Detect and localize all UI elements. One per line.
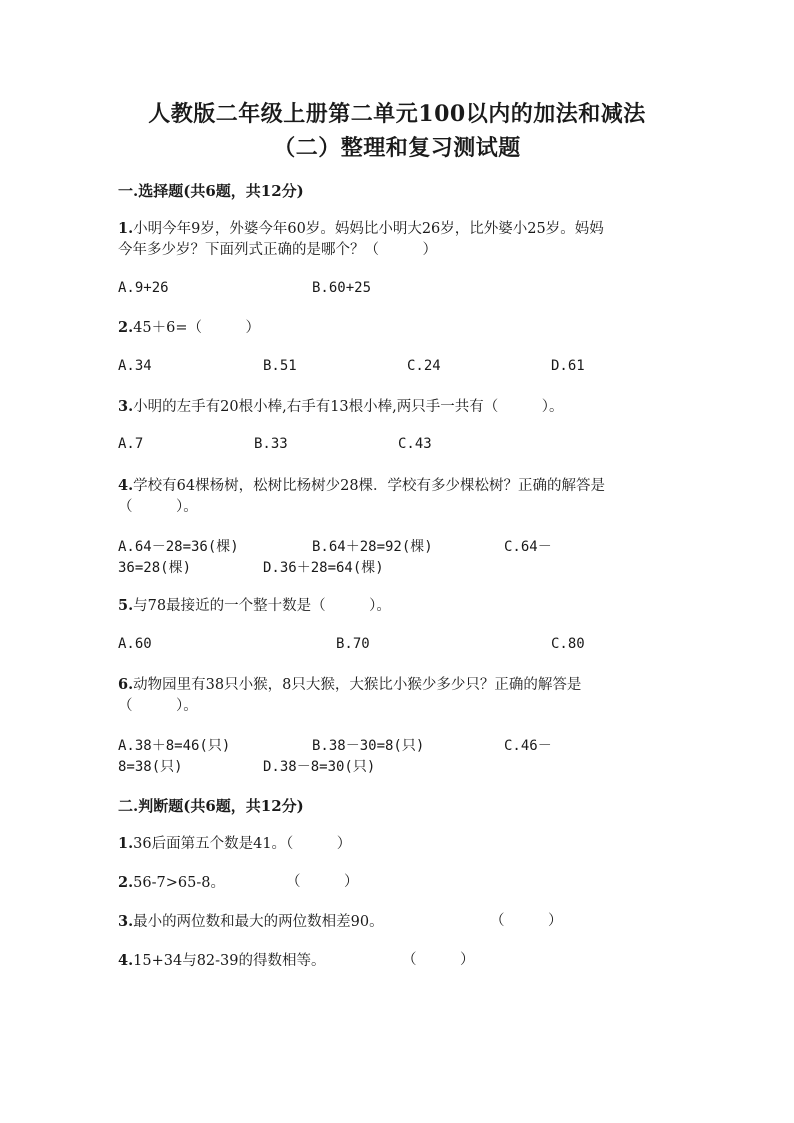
option-b[interactable]: B.51 bbox=[263, 358, 297, 374]
question-text: 学校有64棵杨树，松树比杨树少28棵．学校有多少棵松树？正确的解答是 bbox=[133, 478, 606, 494]
option-b[interactable]: B.64＋28=92(棵) bbox=[312, 539, 433, 555]
question-number: 2. bbox=[118, 319, 134, 336]
judgment-question-1 bbox=[118, 833, 678, 855]
question-text: 45＋6=（ ） bbox=[133, 320, 260, 336]
option-c-continued: 8=38(只) bbox=[118, 759, 183, 775]
question-text: 动物园里有38只小猴，8只大猴，大猴比小猴少多少只？正确的解答是 bbox=[133, 677, 582, 693]
judgment-question-2 bbox=[118, 872, 678, 894]
judgment-question-4 bbox=[118, 950, 678, 972]
question-text: 36后面第五个数是41。 bbox=[133, 836, 287, 852]
section-2-heading: 二.判断题(共6题，共12分) bbox=[118, 797, 304, 815]
question-number: 3. bbox=[118, 913, 134, 930]
option-a[interactable]: A.60 bbox=[118, 636, 152, 652]
question-text: 与78最接近的一个整十数是（ ）。 bbox=[133, 598, 391, 614]
question-6 bbox=[118, 674, 678, 717]
answer-blank[interactable]: （ ） bbox=[286, 874, 359, 890]
question-text: （ ）。 bbox=[118, 499, 198, 515]
title-line-1: 人教版二年级上册第二单元100以内的加法和减法 bbox=[148, 101, 646, 127]
section-1-heading: 一.选择题(共6题，共12分) bbox=[118, 182, 304, 200]
option-c[interactable]: C.24 bbox=[407, 358, 441, 374]
option-d[interactable]: D.36＋28=64(棵) bbox=[263, 560, 384, 576]
question-number: 1. bbox=[118, 220, 134, 237]
question-text: （ ）。 bbox=[118, 698, 198, 714]
question-number: 3. bbox=[118, 398, 134, 415]
option-a[interactable]: A.38＋8=46(只) bbox=[118, 738, 231, 754]
question-number: 6. bbox=[118, 676, 134, 693]
question-text: 15+34与82-39的得数相等。 bbox=[133, 953, 326, 969]
question-number: 4. bbox=[118, 477, 134, 494]
title-line-2: （二）整理和复习测试题 bbox=[273, 135, 521, 161]
option-b[interactable]: B.33 bbox=[254, 436, 288, 452]
option-b[interactable]: B.70 bbox=[336, 636, 370, 652]
question-number: 1. bbox=[118, 835, 134, 852]
option-c[interactable]: C.64－ bbox=[504, 539, 552, 555]
question-2 bbox=[118, 317, 678, 339]
judgment-question-3 bbox=[118, 911, 678, 933]
option-a[interactable]: A.9+26 bbox=[118, 280, 169, 296]
question-3 bbox=[118, 396, 678, 418]
option-a[interactable]: A.64－28=36(棵) bbox=[118, 539, 239, 555]
question-text: 小明的左手有20根小棒,右手有13根小棒,两只手一共有（ ）。 bbox=[133, 399, 564, 415]
question-number: 2. bbox=[118, 874, 134, 891]
answer-blank[interactable]: （ ） bbox=[402, 952, 475, 968]
option-a[interactable]: A.7 bbox=[118, 436, 144, 452]
option-c[interactable]: C.46－ bbox=[504, 738, 552, 754]
question-number: 4. bbox=[118, 952, 134, 969]
option-d[interactable]: D.61 bbox=[551, 358, 585, 374]
option-c[interactable]: C.43 bbox=[398, 436, 432, 452]
option-c-continued: 36=28(棵) bbox=[118, 560, 192, 576]
option-b[interactable]: B.38－30=8(只) bbox=[312, 738, 425, 754]
question-4 bbox=[118, 475, 678, 518]
question-text: 今年多少岁？下面列式正确的是哪个？（ ） bbox=[118, 242, 437, 258]
question-1 bbox=[118, 218, 678, 261]
question-text: 最小的两位数和最大的两位数相差90。 bbox=[133, 914, 384, 930]
option-d[interactable]: D.38－8=30(只) bbox=[263, 759, 376, 775]
question-number: 5. bbox=[118, 597, 134, 614]
question-text: 56-7>65-8。 bbox=[133, 875, 225, 891]
answer-blank[interactable]: （ ） bbox=[490, 913, 563, 929]
option-a[interactable]: A.34 bbox=[118, 358, 152, 374]
option-b[interactable]: B.60+25 bbox=[312, 280, 372, 296]
option-c[interactable]: C.80 bbox=[551, 636, 585, 652]
question-text: 小明今年9岁，外婆今年60岁。妈妈比小明大26岁，比外婆小25岁。妈妈 bbox=[133, 221, 604, 237]
question-5 bbox=[118, 595, 678, 617]
answer-blank[interactable]: （ ） bbox=[286, 836, 352, 852]
